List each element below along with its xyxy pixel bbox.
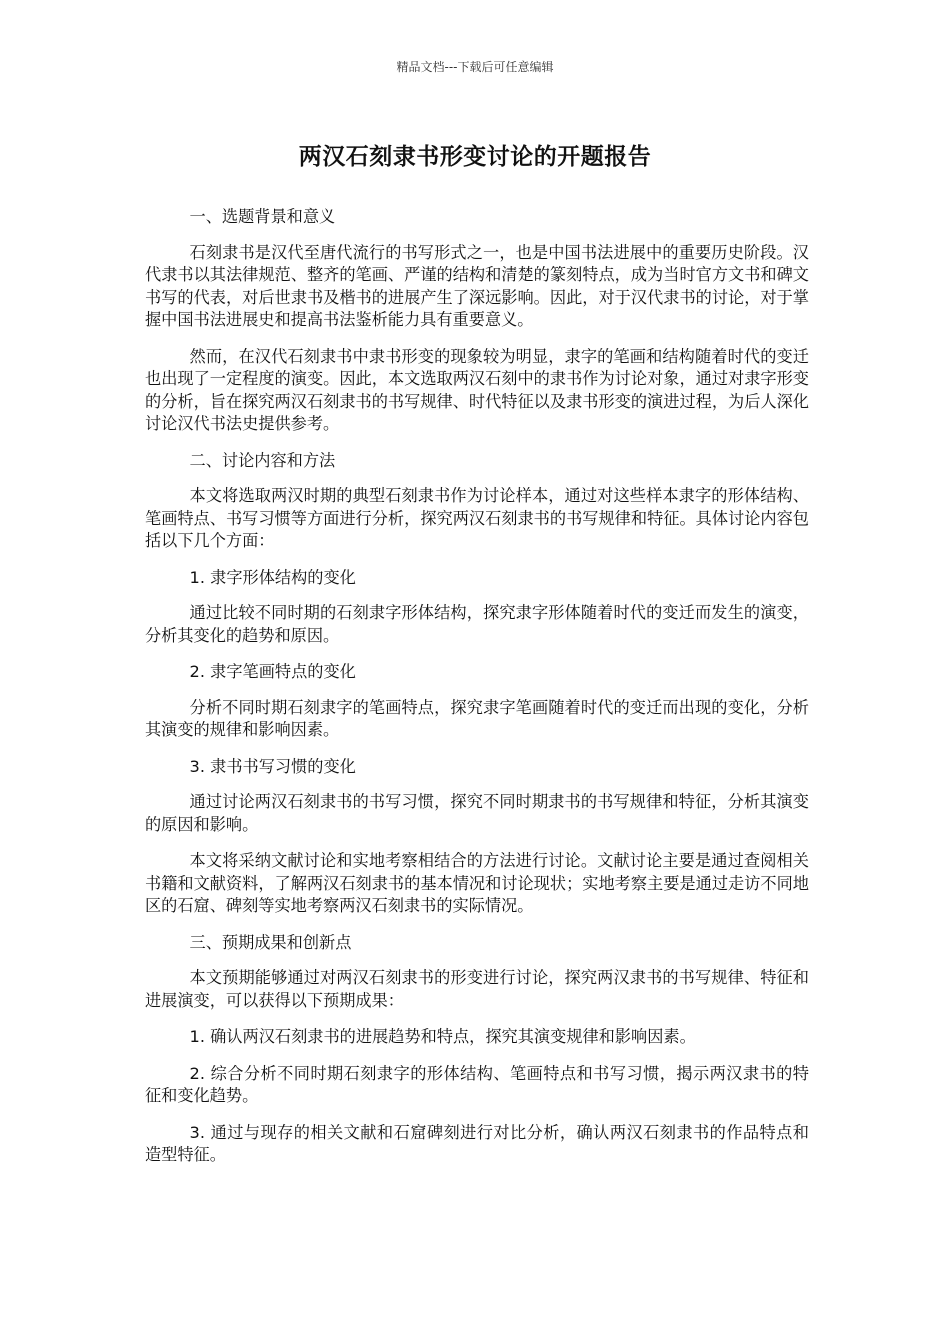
- section-2-heading: 二、讨论内容和方法: [189, 450, 336, 470]
- section-2-item-2-title: 2. 隶字笔画特点的变化: [189, 662, 356, 681]
- section-3-paragraph-1: 本文预期能够通过对两汉石刻隶书的形变进行讨论，探究两汉隶书的书写规律、特征和进展演变，可以获得以下预期成果：: [145, 968, 809, 1010]
- section-1-paragraph-1: 石刻隶书是汉代至唐代流行的书写形式之一，也是中国书法进展中的重要历史阶段。汉代隶书以其法律规范、整齐的笔画、严谨的结构和清楚的篆刻特点，成为当时官方文书和碑文书写的代表，对后世隶书及楷书的进展产生了深远影响。因此，对于汉代隶书的讨论，对于掌握中国书法进展史和提高书法鉴析能力具有重要意义。: [145, 242, 809, 329]
- section-3-heading: 三、预期成果和创新点: [189, 932, 352, 952]
- header-note: 精品文档---下载后可任意编辑: [396, 60, 554, 74]
- section-3-result-3: 3. 通过与现存的相关文献和石窟碑刻进行对比分析，确认两汉石刻隶书的作品特点和造型特征。: [145, 1122, 809, 1164]
- section-2-item-1-text: 通过比较不同时期的石刻隶字形体结构，探究隶字形体随着时代的变迁而发生的演变，分析其变化的趋势和原因。: [145, 603, 809, 645]
- section-2-item-2-text: 分析不同时期石刻隶字的笔画特点，探究隶字笔画随着时代的变迁而出现的变化，分析其演变的规律和影响因素。: [145, 697, 809, 739]
- section-3-result-1: 1. 确认两汉石刻隶书的进展趋势和特点，探究其演变规律和影响因素。: [189, 1027, 696, 1046]
- section-2-item-1-title: 1. 隶字形体结构的变化: [189, 567, 356, 587]
- section-1-heading: 一、选题背景和意义: [189, 207, 336, 226]
- section-3-result-2: 2. 综合分析不同时期石刻隶字的形体结构、笔画特点和书写习惯，揭示两汉隶书的特征和变化趋势。: [145, 1063, 809, 1105]
- section-2-paragraph-1: 本文将选取两汉时期的典型石刻隶书作为讨论样本，通过对这些样本隶字的形体结构、笔画特点、书写习惯等方面进行分析，探究两汉石刻隶书的书写规律和特征。具体讨论内容包括以下几个方面：: [145, 486, 809, 550]
- document-title: 两汉石刻隶书形变讨论的开题报告: [298, 144, 652, 170]
- section-1-paragraph-2: 然而，在汉代石刻隶书中隶书形变的现象较为明显，隶字的笔画和结构随着时代的变迁也出现了一定程度的演变。因此，本文选取两汉石刻中的隶书作为讨论对象，通过对隶字形变的分析，旨在探究两汉石刻隶书的书写规律、时代特征以及隶书形变的演进过程，为后人深化讨论汉代书法史提供参考。: [145, 346, 809, 433]
- document-body: [145, 206, 809, 1181]
- section-2-method-paragraph: 本文将采纳文献讨论和实地考察相结合的方法进行讨论。文献讨论主要是通过查阅相关书籍和文献资料，了解两汉石刻隶书的基本情况和讨论现状；实地考察主要是通过走访不同地区的石窟、碑刻等实地考察两汉石刻隶书的实际情况。: [145, 851, 809, 915]
- section-2-item-3-title: 3. 隶书书写习惯的变化: [189, 756, 356, 776]
- section-2-item-3-text: 通过讨论两汉石刻隶书的书写习惯，探究不同时期隶书的书写规律和特征，分析其演变的原因和影响。: [145, 792, 809, 834]
